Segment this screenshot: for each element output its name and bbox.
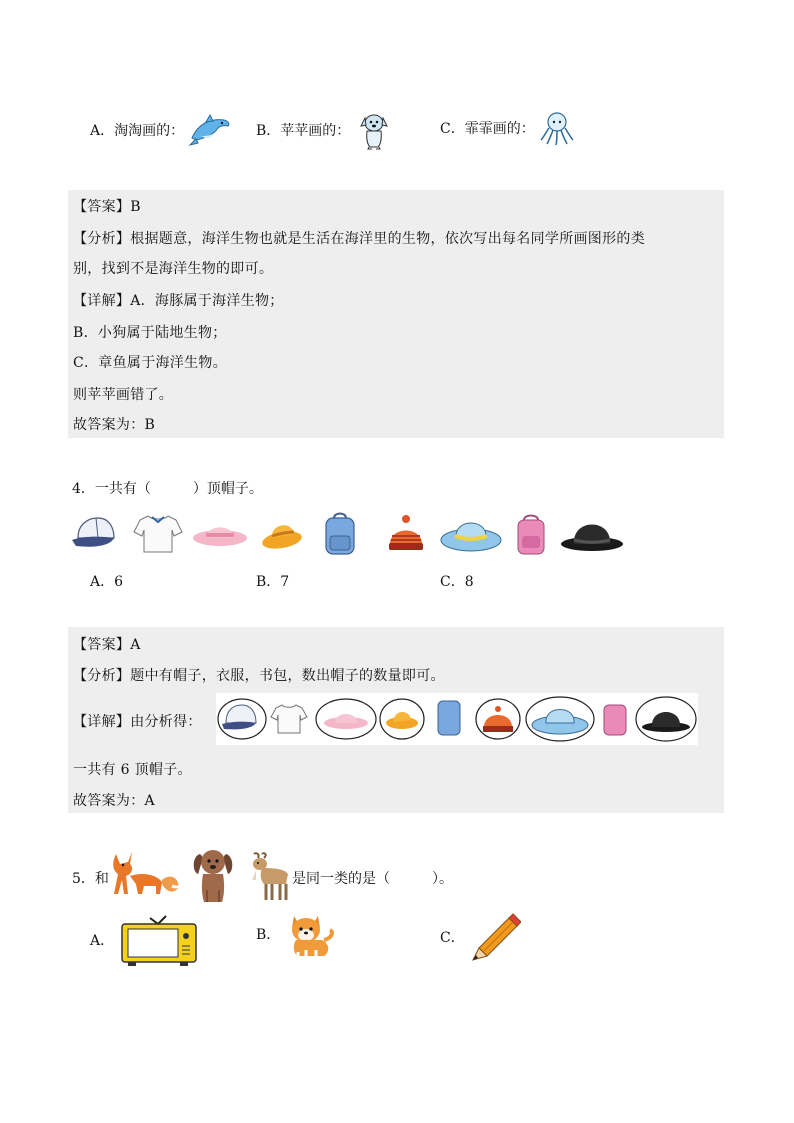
option-b [256,110,394,150]
beanie-icon [386,514,426,552]
detail-line-2: B．小狗属于陆地生物； [73,325,227,341]
cap-icon [70,514,120,552]
shirt-icon [132,512,184,554]
option-a [90,112,232,148]
octopus-icon [539,110,575,146]
bowler-hat-icon [560,514,624,552]
analysis-line: 【分析】题中有帽子，衣服，书包，数出帽子的数量即可。 [73,668,445,684]
final-answer-line: 故答案为：A [73,793,155,809]
shiba-dog-icon [284,910,336,958]
option-a-label: A．淘淘画的： [90,123,185,139]
question-5-suffix: 是同一类的是（ ）。 [292,871,453,887]
option-b-q5 [256,910,336,958]
total-line: 一共有 6 顶帽子。 [73,762,192,778]
answer-line: 【答案】A [73,637,141,653]
final-answer-line: 故答案为：B [73,417,156,433]
straw-hat-icon [260,516,304,552]
option-c [440,110,575,146]
option-c-label: C． [440,930,465,946]
detail-line-4: 则苹苹画错了。 [73,387,174,403]
fox-icon [108,848,182,900]
pink-hat-icon [192,518,248,550]
detail-line-3: C．章鱼属于海洋生物。 [73,355,228,371]
option-a-label: A． [90,933,115,949]
question-5-prefix: 5．和 [72,871,109,887]
analysis-line-2: 别，找到不是海洋生物的即可。 [73,261,274,277]
question-4-items-row [70,510,630,556]
backpack-icon [320,510,360,556]
puppy-icon [190,846,236,904]
option-b-q4: B．7 [256,574,290,590]
sun-hat-icon [440,514,502,554]
option-c-q4: C．8 [440,574,474,590]
option-c-q5 [440,912,521,962]
detail-label: 【详解】由分析得： [73,714,202,730]
option-c-label: C．霏霏画的： [440,121,535,137]
option-b-label: B．苹苹画的： [256,123,351,139]
answer-block-q3 [68,190,724,438]
option-b-label: B． [256,927,281,943]
dog-icon [354,110,394,150]
pink-backpack-icon [514,512,548,556]
answer-line: 【答案】B [73,199,141,215]
analysis-line-1: 【分析】根据题意，海洋生物也就是生活在海洋里的生物，依次写出每名同学所画图形的类 [73,231,645,247]
option-a-q4: A．6 [90,574,124,590]
detail-line-1: 【详解】A．海豚属于海洋生物； [73,293,284,309]
circled-items-row [216,693,698,745]
tv-icon [118,912,200,968]
goat-icon [246,850,292,902]
answer-block-q4 [68,627,724,813]
question-4: 4．一共有（ ）顶帽子。 [72,481,263,497]
option-a-q5 [90,912,200,968]
pencil-icon [469,912,521,962]
dolphin-icon [188,112,232,148]
